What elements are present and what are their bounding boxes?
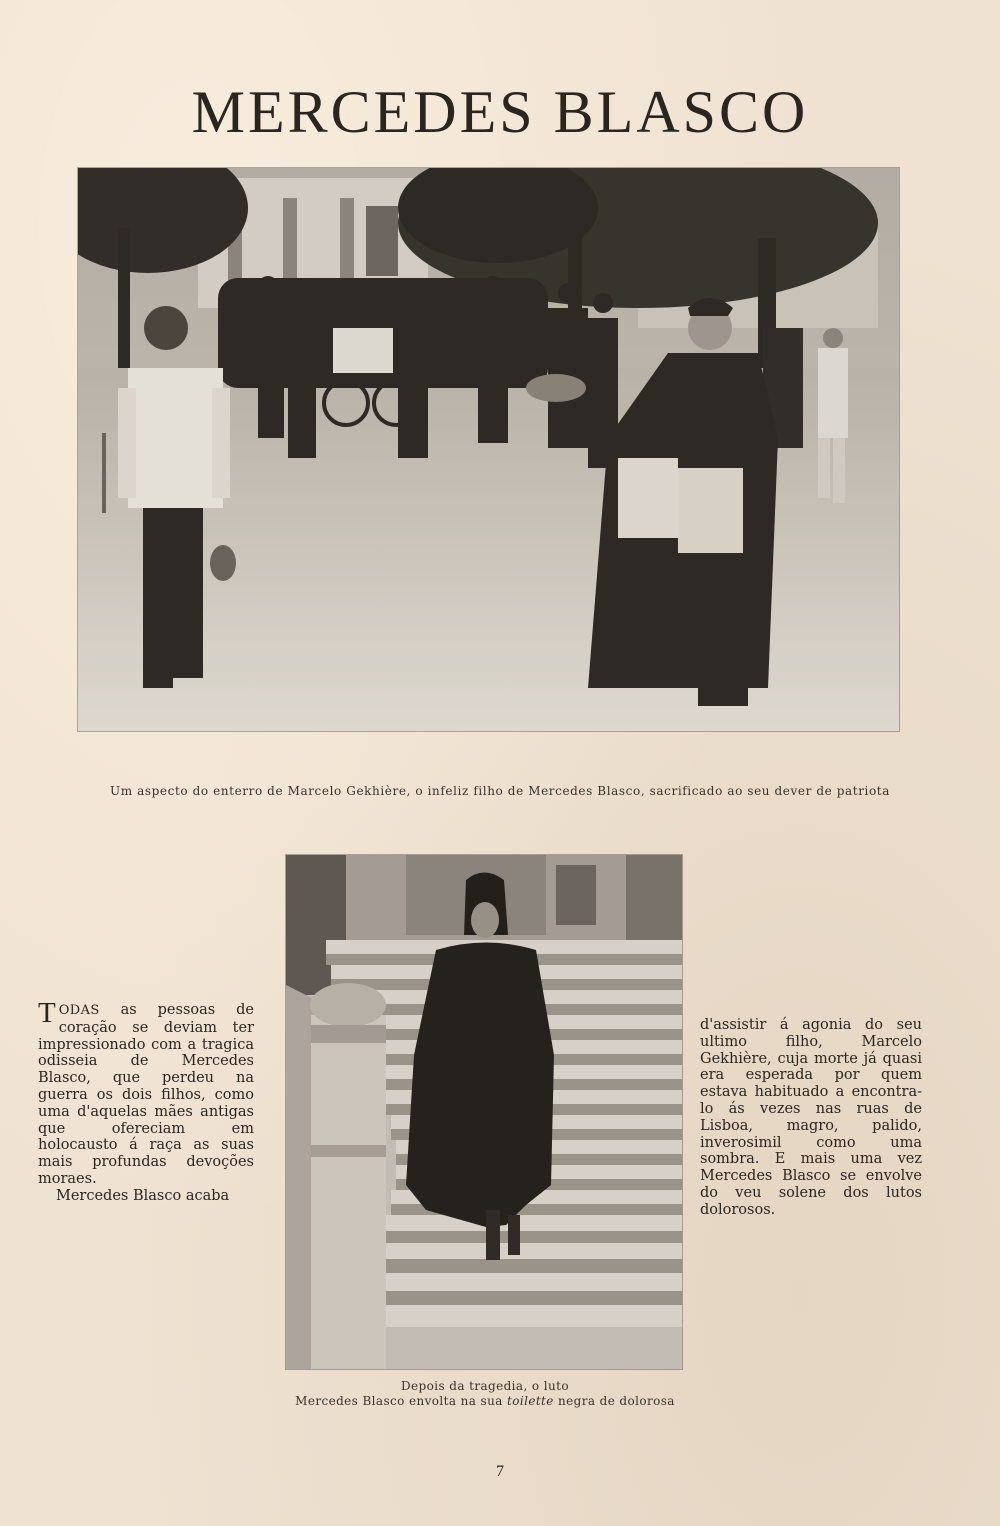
funeral-procession-photo <box>78 168 899 731</box>
funeral-photo-caption: Um aspecto do enterro de Marcelo Gekhière, o infeliz filho de Mercedes Blasco, sacrificado ao seu dever de patriota <box>110 784 890 798</box>
article-dropcap: T <box>38 997 56 1029</box>
page-title: MERCEDES BLASCO <box>191 79 809 145</box>
mourning-portrait-photo <box>286 855 682 1369</box>
mourning-caption-line2-after: negra de dolorosa <box>558 1394 675 1408</box>
mourning-caption-line1: Depois da tragedia, o luto <box>401 1379 569 1393</box>
article-left-column <box>38 997 255 1205</box>
mourning-caption-line2 <box>220 1394 750 1409</box>
article-first-word: ODAS <box>58 1003 100 1018</box>
mourning-caption-line2-before: Mercedes Blasco envolta na sua <box>295 1394 503 1408</box>
mourning-photo-caption <box>220 1379 750 1409</box>
page-number: 7 <box>496 1463 504 1480</box>
article-right-column: d'assistir á agonia do seu ultimo filho, Marcelo Gekhière, cuja morte já quasi era esperada por quem estava habituado a encontra-lo ás vezes nas ruas de Lisboa, magro, palido, inverosimil como uma sombra. E mais uma vez Mercedes Blasco se envolve do veu solene dos lutos dolorosos. <box>700 1017 922 1218</box>
mourning-caption-italic: toilette <box>507 1394 554 1408</box>
article-left-text: as pessoas de coração se deviam ter impressionado com a tragica odisseia de Mercedes Blasco, que perdeu na guerra os dois filhos, como uma d'aquelas mães antigas que ofereciam em holocausto á raça as suas mais profundas devoções moraes. <box>38 1002 255 1187</box>
article-left-end: Mercedes Blasco acaba <box>56 1187 230 1204</box>
